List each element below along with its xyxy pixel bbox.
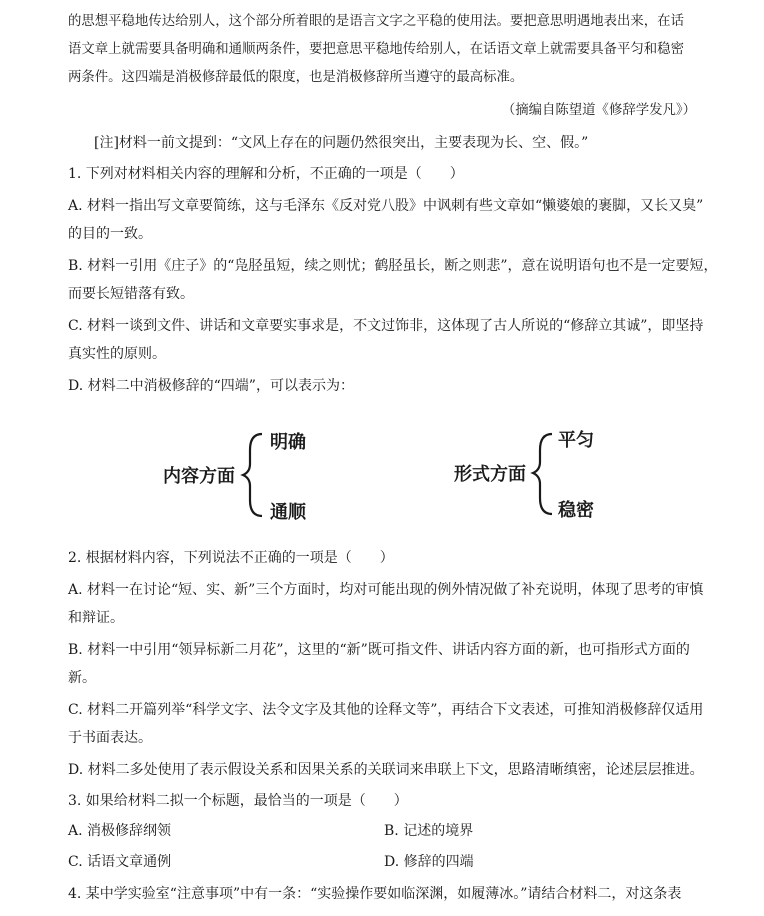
q1-option-d-line1: D. 材料二中消极修辞的“四端”，可以表示为： xyxy=(68,378,354,394)
q3-option-d: D. 修辞的四端 xyxy=(384,854,474,870)
q2-stem: 2. 根据材料内容，下列说法不正确的一项是（ ） xyxy=(68,550,394,566)
passage-source: （摘编自陈望道《修辞学发凡》） xyxy=(501,103,696,118)
diagram-right-brace xyxy=(533,434,552,514)
diagram-left-label: 内容方面 xyxy=(163,466,235,487)
diagram-right-top: 平匀 xyxy=(558,430,594,451)
diagram-left-brace xyxy=(243,434,262,516)
q3-option-c: C. 话语文章通例 xyxy=(68,854,172,870)
q2-option-a-line2: 和辩证。 xyxy=(68,610,124,626)
note-text: [注]材料一前文提到：“文风上存在的问题仍然很突出，主要表现为长、空、假。” xyxy=(94,135,589,151)
q2-option-d-line1: D. 材料二多处使用了表示假设关系和因果关系的关联词来串联上下文，思路清晰缜密，论述层层推进。 xyxy=(68,762,704,778)
q3-stem: 3. 如果给材料二拟一个标题，最恰当的一项是（ ） xyxy=(68,793,408,809)
diagram-right-label: 形式方面 xyxy=(454,464,526,485)
q1-stem: 1. 下列对材料相关内容的理解和分析，不正确的一项是（ ） xyxy=(68,166,464,182)
q2-option-b-line1: B. 材料一中引用“领异标新二月花”，这里的“新”既可指文件、讲话内容方面的新，也可指形式方面的 xyxy=(68,642,690,658)
q2-option-b-line2: 新。 xyxy=(68,670,96,686)
passage-line-1: 的思想平稳地传达给别人，这个部分所着眼的是语言文字之平稳的使用法。要把意思明遇地表出来，在话 xyxy=(68,14,684,29)
q4-stem: 4. 某中学实验室“注意事项”中有一条：“实验操作要如临深渊，如履薄冰。”请结合材料二，对这条表 xyxy=(68,886,682,902)
q3-option-b: B. 记述的境界 xyxy=(384,823,474,839)
q1-option-b-line2: 而要长短错落有致。 xyxy=(68,286,194,302)
q2-option-c-line2: 于书面表达。 xyxy=(68,730,152,746)
q1-option-c-line2: 真实性的原则。 xyxy=(68,346,166,362)
passage-line-3: 两条件。这四端是消极修辞最低的限度，也是消极修辞所当遵守的最高标准。 xyxy=(68,70,524,85)
q1-option-a-line1: A. 材料一指出写文章要简练，这与毛泽东《反对党八股》中讽刺有些文章如“懒婆娘的裹脚，又长又臭” xyxy=(68,198,704,214)
diagram-left-bottom: 通顺 xyxy=(270,502,306,523)
diagram-left-top: 明确 xyxy=(270,432,306,453)
diagram-right-bottom: 稳密 xyxy=(558,500,594,521)
passage-line-2: 语文章上就需要具备明确和通顺两条件，要把意思平稳地传给别人，在话语文章上就需要具备平匀和稳密 xyxy=(68,42,684,57)
q3-option-a: A. 消极修辞纲领 xyxy=(68,823,172,839)
q1-option-a-line2: 的目的一致。 xyxy=(68,226,152,242)
four-ends-diagram xyxy=(0,420,764,530)
q1-option-b-line1: B. 材料一引用《庄子》的“凫胫虽短，续之则忧；鹤胫虽长，断之则悲”，意在说明语句也不是一定要短， xyxy=(68,258,718,274)
q1-option-c-line1: C. 材料一谈到文件、讲话和文章要实事求是，不文过饰非，这体现了古人所说的“修辞立其诚”，即坚持 xyxy=(68,318,704,334)
q2-option-c-line1: C. 材料二开篇列举“科学文字、法令文字及其他的诠释文等”，再结合下文表述，可推知消极修辞仅适用 xyxy=(68,702,704,718)
q2-option-a-line1: A. 材料一在讨论“短、实、新”三个方面时，均对可能出现的例外情况做了补充说明，体现了思考的审慎 xyxy=(68,582,704,598)
